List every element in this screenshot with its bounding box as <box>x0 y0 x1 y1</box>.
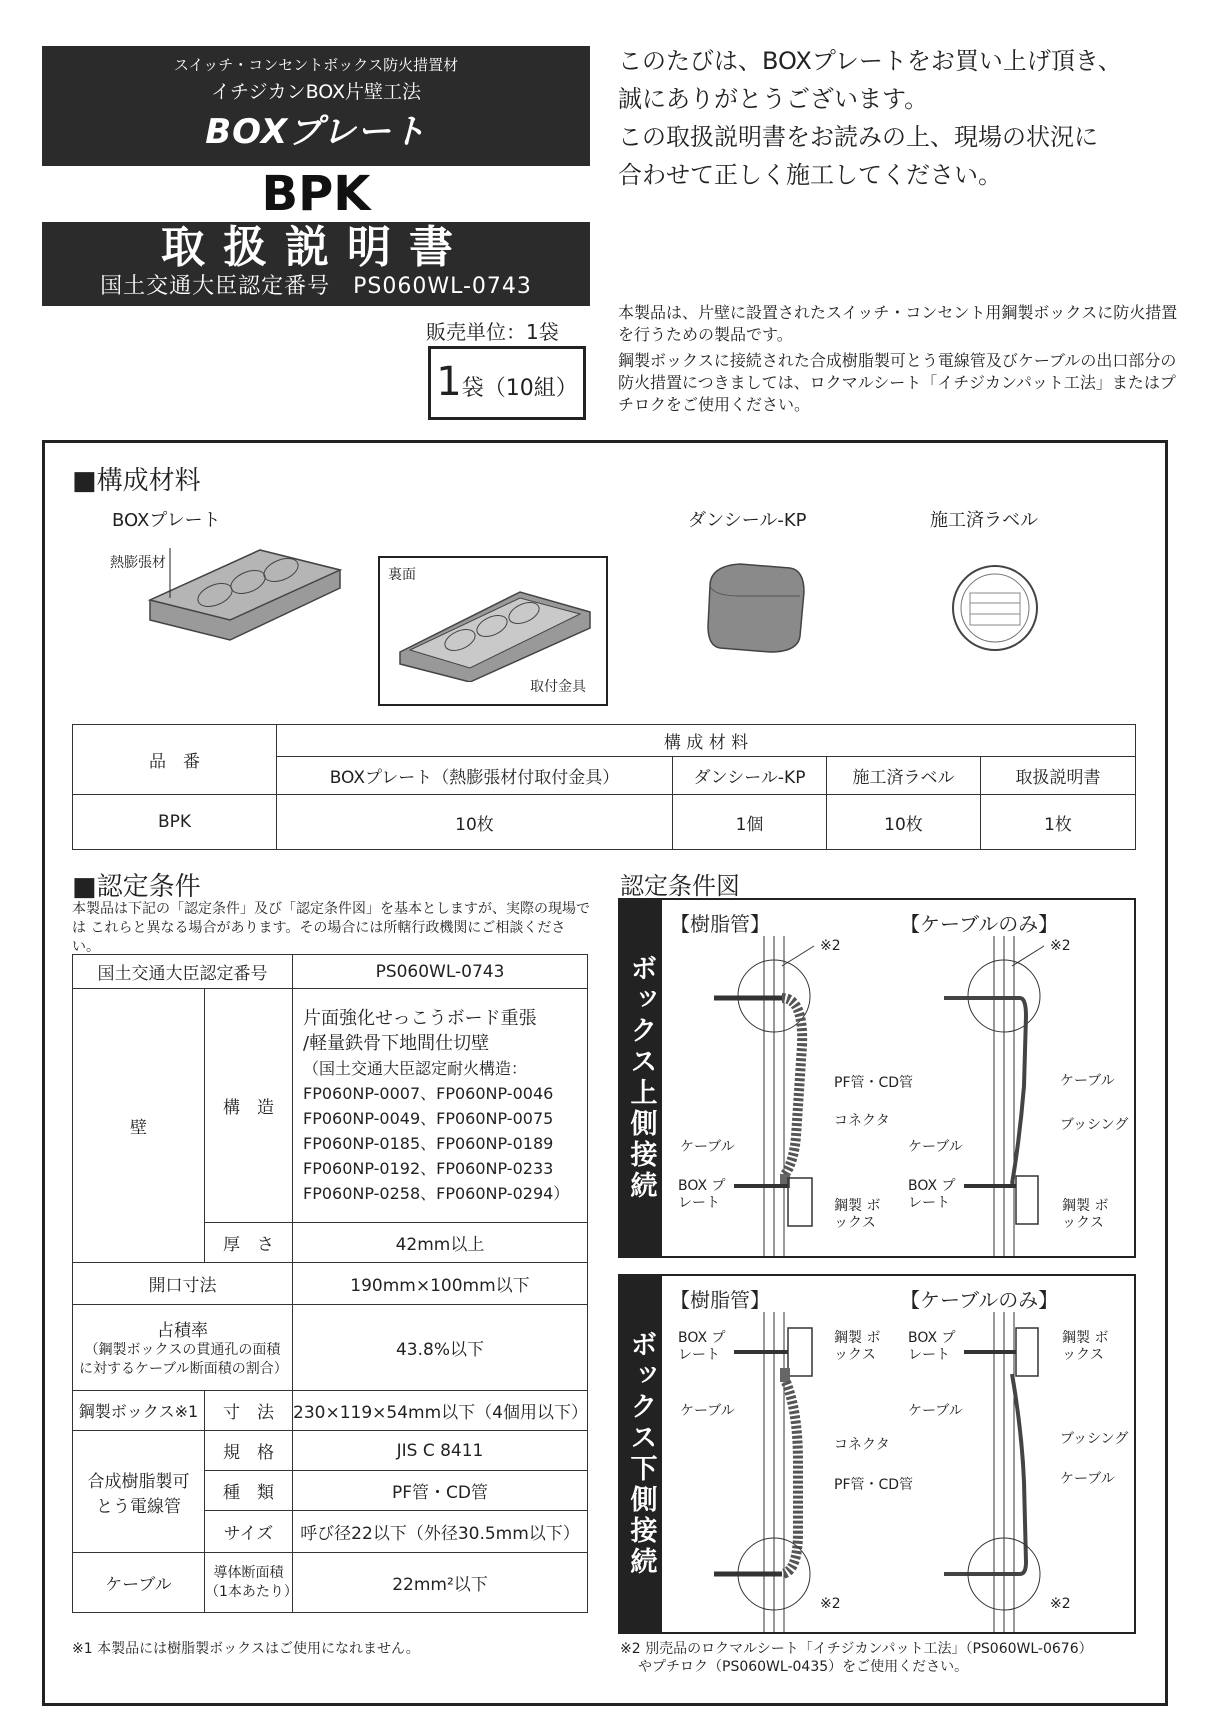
conductor-cell: 導体断面積（1本あたり） <box>205 1553 293 1613</box>
cert-value-cell: PS060WL-0743 <box>293 955 588 989</box>
sale-unit-box <box>428 346 586 420</box>
footnote-2-line: ※2 別売品のロクマルシート「イチジカンパット工法」（PS060WL-0676） <box>620 1641 1093 1657</box>
cable-label: ケーブル <box>908 1139 963 1155</box>
steel-box-label: 鋼製 ボックス <box>1062 1330 1109 1363</box>
steel-box-label: 鋼製 ボックス <box>834 1198 881 1231</box>
cable-label: ケーブル <box>680 1403 735 1419</box>
cable-label: ケーブル <box>1060 1073 1115 1089</box>
cable-title: 【ケーブルのみ】 <box>900 1288 1059 1312</box>
steel-box-cell: 鋼製ボックス※1 <box>73 1391 205 1431</box>
structure-line: FP060NP-0192、FP060NP-0233 <box>303 1158 554 1178</box>
type-value: PF管・CD管 <box>293 1471 588 1511</box>
diagram-heading: 認定条件図 <box>620 872 740 900</box>
structure-line: 片面強化せっこうボード重張 <box>303 1007 537 1029</box>
back-plate-image <box>390 582 600 682</box>
size-value: 呼び径22以下（外径30.5mm以下） <box>293 1511 588 1553</box>
box-plate-image <box>140 540 360 650</box>
resin-cell: 合成樹脂製可とう電線管 <box>73 1431 205 1553</box>
table-cell: 1個 <box>673 795 827 850</box>
connector-label: コネクタ <box>834 1437 890 1453</box>
materials-heading: ■構成材料 <box>72 466 201 496</box>
structure-line: FP060NP-0049、FP060NP-0075 <box>303 1108 554 1128</box>
bushing-label: ブッシング <box>1060 1431 1129 1447</box>
bottom-connection-label: ボックス下側接続 <box>620 1276 662 1632</box>
expansion-label: 熱膨張材 <box>110 555 166 571</box>
occupancy-value: 43.8%以下 <box>293 1305 588 1391</box>
box-plate-label: BOX プレート <box>678 1178 726 1211</box>
sale-unit-label: 販売単位：1袋 <box>426 320 559 344</box>
type-cell: 種 類 <box>205 1471 293 1511</box>
steel-box-label: 鋼製 ボックス <box>1062 1198 1109 1231</box>
intro-line: 誠にありがとうございます。 <box>618 85 929 113</box>
box-plate-label: BOX プレート <box>908 1330 956 1363</box>
thickness-cell: 厚 さ <box>205 1223 293 1263</box>
method-text: イチジカンBOX片壁工法 <box>210 81 422 103</box>
occupancy-note: （鋼製ボックスの貫通孔の面積に対するケーブル断面積の割合） <box>79 1342 288 1377</box>
cable-label: ケーブル <box>680 1139 735 1155</box>
ref2-label: ※2 <box>1050 1596 1071 1612</box>
completion-label-image <box>950 563 1040 653</box>
footnote-2-line: やプチロク（PS060WL-0435）をご使用ください。 <box>638 1659 969 1675</box>
table-cell: BPK <box>73 795 277 850</box>
footnote-1: ※1 本製品には樹脂製ボックスはご使用になれません。 <box>72 1641 420 1657</box>
col-header: 施工済ラベル <box>827 757 981 795</box>
pf-label: PF管・CD管 <box>834 1075 914 1091</box>
intro-text <box>618 42 1178 194</box>
standard-cell: 規 格 <box>205 1431 293 1471</box>
opening-value: 190mm×100mm以下 <box>293 1263 588 1305</box>
box-plate-label: BOX プレート <box>678 1330 726 1363</box>
cable-cell: ケーブル <box>73 1553 205 1613</box>
ref2-label: ※2 <box>820 1596 841 1612</box>
pf-label: PF管・CD管 <box>834 1477 914 1493</box>
intro-line: 合わせて正しく施工してください。 <box>618 161 1002 189</box>
size-cell: サイズ <box>205 1511 293 1553</box>
box-plate-label: BOX プレート <box>908 1178 956 1211</box>
note-paragraph: 鋼製ボックスに接続された合成樹脂製可とう電線管及びケーブルの出口部分の防火措置につきましては、ロクマルシート「イチジカンパット工法」またはプチロクをご使用ください。 <box>618 351 1177 414</box>
cable-label: ケーブル <box>1060 1471 1115 1487</box>
category-text: スイッチ・コンセントボックス防火措置材 <box>173 56 459 74</box>
resin-title: 【樹脂管】 <box>670 912 770 936</box>
plate-label: BOXプレート <box>112 510 221 531</box>
table-cell: 10枚 <box>827 795 981 850</box>
conditions-table <box>72 954 588 1613</box>
product-note <box>618 302 1178 416</box>
cert-label-cell: 国土交通大臣認定番号 <box>73 955 293 989</box>
dimension-cell: 寸 法 <box>205 1391 293 1431</box>
conditions-heading: ■認定条件 <box>72 872 201 902</box>
col-header: BOXプレート（熱膨張材付取付金具） <box>277 757 673 795</box>
opening-cell: 開口寸法 <box>73 1263 293 1305</box>
conductor-value: 22mm²以下 <box>293 1553 588 1613</box>
sale-unit-text: 袋（10組） <box>461 376 578 401</box>
ref2-label: ※2 <box>820 938 841 954</box>
structure-line: FP060NP-0007、FP060NP-0046 <box>303 1083 554 1103</box>
structure-line: /軽量鉄骨下地間仕切壁 <box>303 1032 490 1054</box>
structure-line: （国土交通大臣認定耐火構造： <box>303 1058 528 1078</box>
back-label: 裏面 <box>388 567 416 583</box>
manual-title: 取扱説明書 <box>161 222 471 273</box>
resin-title: 【樹脂管】 <box>670 1288 770 1312</box>
bushing-label: ブッシング <box>1060 1117 1129 1133</box>
bottom-connection-figure <box>618 1274 1136 1634</box>
bracket-label: 取付金具 <box>530 679 586 695</box>
cert-number: 国土交通大臣認定番号 PS060WL-0743 <box>100 274 532 299</box>
cable-title: 【ケーブルのみ】 <box>900 912 1059 936</box>
steel-box-label: 鋼製 ボックス <box>834 1330 881 1363</box>
structure-value <box>293 989 588 1223</box>
danseal-label: ダンシール-KP <box>688 510 807 531</box>
occupancy-label: 占積率 <box>157 1321 208 1341</box>
product-name: BOXプレート <box>205 112 427 152</box>
danseal-image <box>700 556 810 656</box>
occupancy-cell <box>73 1305 293 1391</box>
col-hinban: 品 番 <box>73 725 277 795</box>
top-connection-label: ボックス上側接続 <box>620 900 662 1256</box>
col-header: ダンシール-KP <box>673 757 827 795</box>
product-code: BPK <box>261 166 371 222</box>
thickness-value: 42mm以上 <box>293 1223 588 1263</box>
cable-label: ケーブル <box>908 1403 963 1419</box>
title-block <box>42 46 590 166</box>
connector-label: コネクタ <box>834 1113 890 1129</box>
intro-line: この取扱説明書をお読みの上、現場の状況に <box>618 123 1098 151</box>
sale-num: 1 <box>436 359 462 405</box>
wall-cell: 壁 <box>73 989 205 1263</box>
intro-line: このたびは、BOXプレートをお買い上げ頂き、 <box>618 47 1122 75</box>
conditions-desc: 本製品は下記の「認定条件」及び「認定条件図」を基本としますが、実際の現場では これらと異なる場合があります。その場合には所轄行政機関にご相談ください。 <box>72 901 590 955</box>
table-cell: 1枚 <box>981 795 1136 850</box>
table-cell: 10枚 <box>277 795 673 850</box>
ref2-label: ※2 <box>1050 938 1071 954</box>
materials-table <box>72 724 1136 850</box>
back-side-inset <box>378 556 608 706</box>
top-connection-figure <box>618 898 1136 1258</box>
structure-line: FP060NP-0185、FP060NP-0189 <box>303 1133 554 1153</box>
label-label: 施工済ラベル <box>930 510 1038 531</box>
col-group: 構 成 材 料 <box>277 725 1136 757</box>
structure-line: FP060NP-0258、FP060NP-0294） <box>303 1183 570 1203</box>
col-header: 取扱説明書 <box>981 757 1136 795</box>
standard-value: JIS C 8411 <box>293 1431 588 1471</box>
structure-cell: 構 造 <box>205 989 293 1223</box>
footnote-2 <box>620 1640 1093 1676</box>
note-paragraph: 本製品は、片壁に設置されたスイッチ・コンセント用鋼製ボックスに防火措置を行うための製品です。 <box>618 303 1178 344</box>
manual-block <box>42 222 590 306</box>
dimension-value: 230×119×54mm以下（4個用以下） <box>293 1391 588 1431</box>
